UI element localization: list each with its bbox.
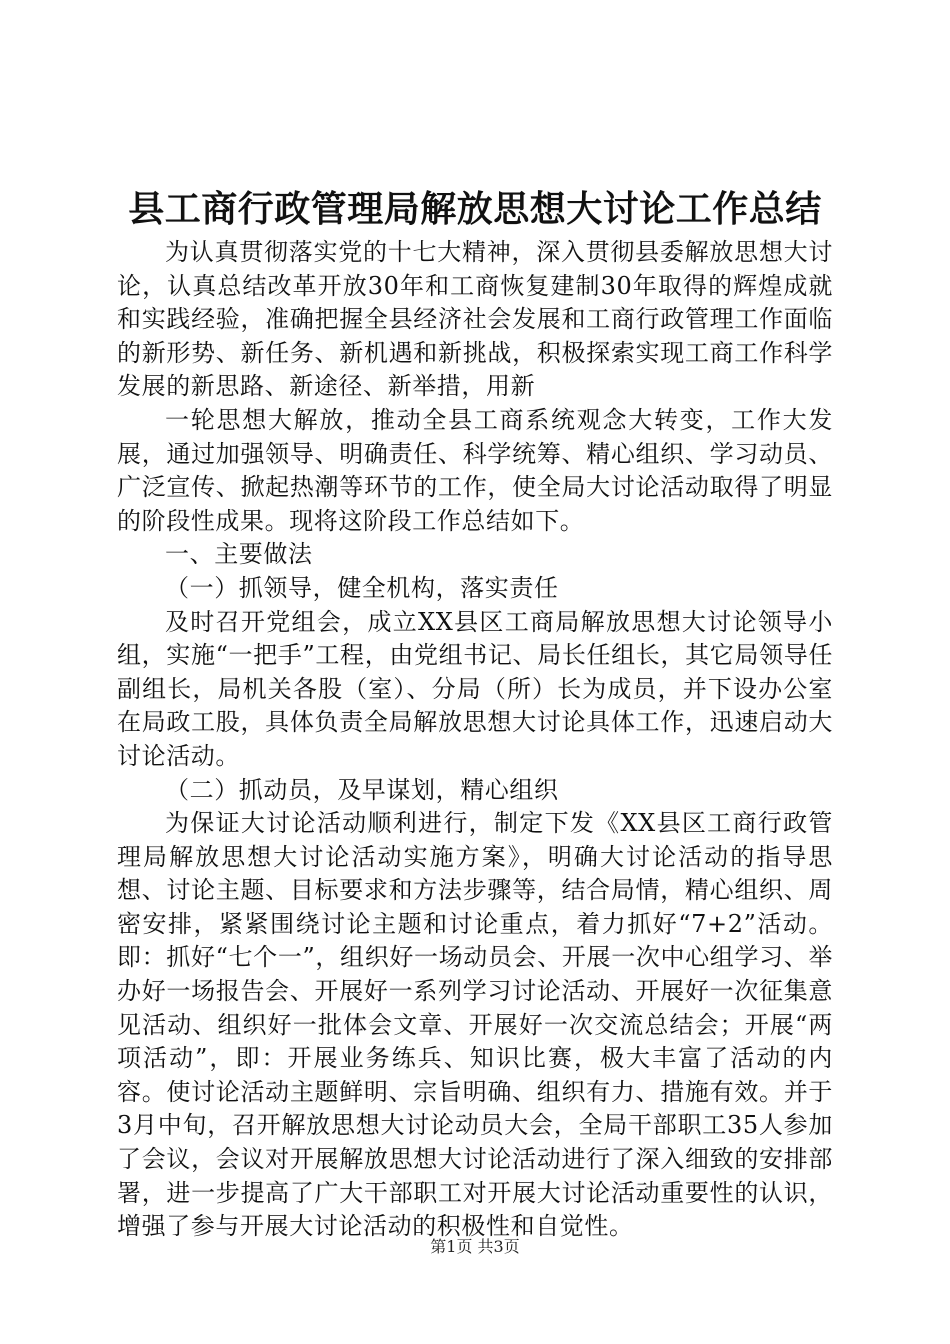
paragraph-intro: 为认真贯彻落实党的十七大精神，深入贯彻县委解放思想大讨论，认真总结改革开放30年和工商恢复建制30年取得的辉煌成就和实践经验，准确把握全县经济社会发展和工商行政管理工作面临的新形势、新任务、新机遇和新挑战，积极探索实现工商工作科学发展的新思路、新途径、新举措，用新 bbox=[117, 238, 833, 401]
document-body bbox=[117, 236, 833, 1244]
document-title: 县工商行政管理局解放思想大讨论工作总结 bbox=[128, 188, 822, 230]
paragraph-mobilization: 为保证大讨论活动顺利进行，制定下发《XX县区工商行政管理局解放思想大讨论活动实施方案》，明确大讨论活动的指导思想、讨论主题、目标要求和方法步骤等，结合局情，精心组织、周密安排，紧紧围绕讨论主题和讨论重点，着力抓好“7+2”活动。即：抓好“七个一”，组织好一场动员会、开展一次中心组学习、举办好一场报告会、开展好一系列学习讨论活动、开展好一次征集意见活动、组织好一批体会文章、开展好一次交流总结会；开展“两项活动”，即：开展业务练兵、知识比赛，极大丰富了活动的内容。使讨论活动主题鲜明、宗旨明确、组织有力、措施有效。并于3月中旬，召开解放思想大讨论动员大会，全局干部职工35人参加了会议，会议对开展解放思想大讨论活动进行了深入细致的安排部署，进一步提高了广大干部职工对开展大讨论活动重要性的认识，增强了参与开展大讨论活动的积极性和自觉性。 bbox=[117, 809, 833, 1241]
page-number-footer: 第1页 共3页 bbox=[430, 1237, 520, 1256]
paragraph-intro-continued: 一轮思想大解放，推动全县工商系统观念大转变，工作大发展，通过加强领导、明确责任、科学统筹、精心组织、学习动员、广泛宣传、掀起热潮等环节的工作，使全局大讨论活动取得了明显的阶段性成果。现将这阶段工作总结如下。 bbox=[117, 405, 833, 535]
section-heading-main-practices: 一、主要做法 bbox=[165, 540, 313, 569]
subsection-heading-leadership: （一）抓领导，健全机构，落实责任 bbox=[165, 573, 559, 602]
paragraph-leadership: 及时召开党组会，成立XX县区工商局解放思想大讨论领导小组，实施“一把手”工程，由党组书记、局长任组长，其它局领导任副组长，局机关各股（室）、分局（所）长为成员，并下设办公室在局政工股，具体负责全局解放思想大讨论具体工作，迅速启动大讨论活动。 bbox=[117, 607, 833, 770]
subsection-heading-mobilization: （二）抓动员，及早谋划，精心组织 bbox=[165, 775, 559, 804]
